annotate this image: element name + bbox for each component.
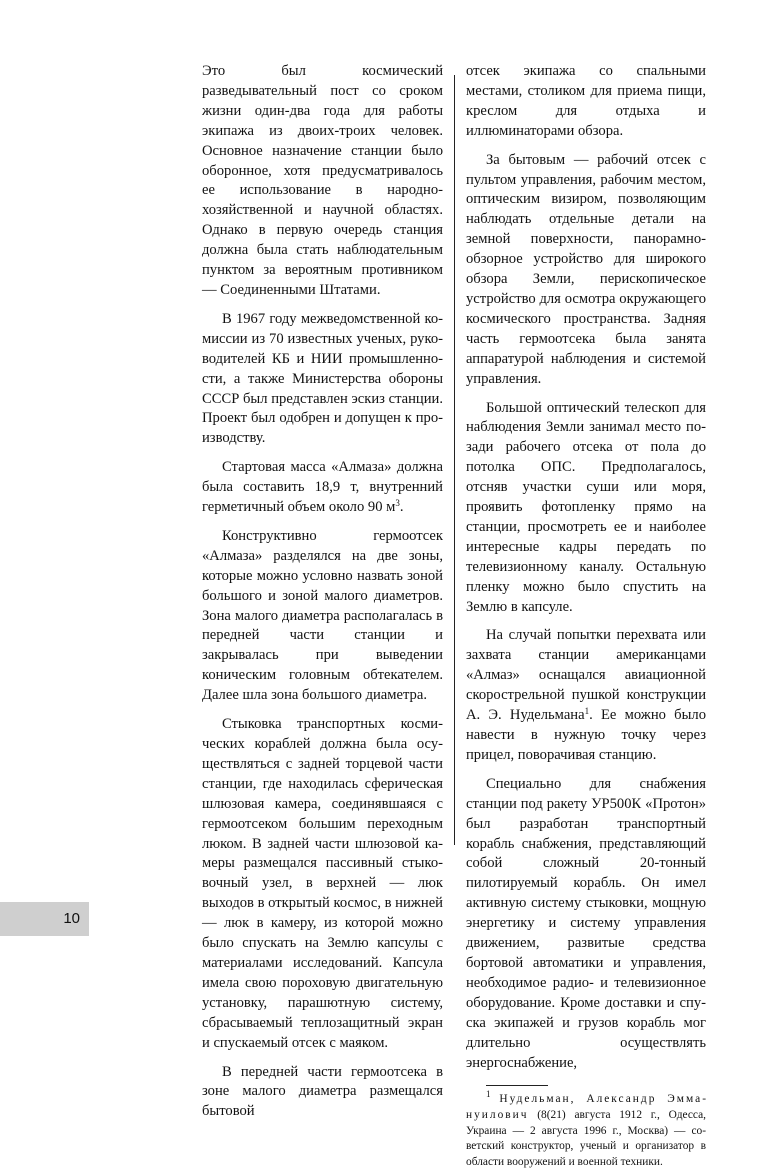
intercept-text-end: . Ее можно было навести в нужную точку через прицел, поворачивая станцию. <box>466 707 706 763</box>
intercept-text: На случай попытки перехвата или захвата станции американцами «Алмаз» оснащался авиационной скорострельной пушкой конструкции А. Э. Нудельмана <box>466 627 706 724</box>
paragraph: Большой оптический телескоп для наблюдения Земли занимал место позади рабочего отсека от пола до потолка ОПС. Предполагалось, отсняв участки суши или моря, проявить фотопленку прямо на станции, просмотреть ее и наиболее интересные кадры передать по телевизионному каналу. Остальную пленку можно было спустить на Землю в капсуле. <box>466 399 706 615</box>
left-text-column <box>202 62 443 1122</box>
page-number-tab <box>0 902 89 936</box>
paragraph-intercept <box>466 626 706 765</box>
column-divider <box>454 75 455 845</box>
paragraph: В 1967 году межведомственной комиссии из 70 известных ученых, руководителей КБ и НИИ промышленности, а также Министерства обороны СССР был представлен эскиз станции. Проект был одобрен и допущен к производству. <box>202 310 443 447</box>
footnote-person-name: Нудельман, Александр Эммануилович <box>466 1093 706 1121</box>
paragraph: Это был космический разведывательный пост со сроком жизни один-два года для работы экипажа из двоих-троих человек. Основное назначение станции было оборонное, хотя предусматривалось ее использование в народно-хозяйственной и научной областях. Однако в первую очередь станция должна была стать наблюдательным пунктом за вероятным противником — Соединенными Штатами. <box>202 63 443 298</box>
paragraph-station-mass <box>202 458 443 518</box>
mass-text: Стартовая масса «Алмаза» должна была составить 18,9 т, внутренний герметичный объем около 90 м <box>202 459 443 516</box>
cubic-superscript: 3 <box>395 498 400 509</box>
mass-text-end: . <box>399 499 404 516</box>
paragraph: Специально для снабжения станции под ракету УР500К «Протон» был разработан транспортный корабль снабжения, представляющий собой сложный 20-тонный пилотируемый корабль. Он имел активную систему стыковки, мощную энергетику и систему управления движением, развитые средства бортовой автоматики и управления, необходимое радио- и телевизионное оборудование. Кроме доставки и спуска экипажей и грузов корабль мог длительно осуществлять энергоснабжение, <box>466 775 706 1071</box>
page-number: 10 <box>63 910 80 927</box>
footnote-text: (8(21) августа 1912 г., Одесса, Украина — 2 августа 1996 г., Москва) — советский конструктор, ученый и организатор в области вооружений и военной техники. <box>466 1109 706 1168</box>
footnote-reference: 1 <box>584 706 590 717</box>
footnote-marker: 1 <box>486 1089 491 1100</box>
paragraph: Конструктивно гермоотсек «Алмаза» разделялся на две зоны, которые можно условно назвать зоной большого и зоной малого диаметров. Зона малого диаметра располагалась в передней части станции и закрывалась при выведении коническим головным обтекателем. Далее шла зона большого диаметра. <box>202 527 443 704</box>
footnote <box>466 1089 706 1170</box>
right-text-column <box>466 62 706 1170</box>
paragraph: Стыковка транспортных космических кораблей должна была осуществляться с задней торцевой части станции, где находилась сферическая шлюзовая камера, соединявшаяся с гермоотсеком большим переходным люком. В задней части шлюзовой камеры размещался пассивный стыковочный узел, в верхней — люк выходов в открытый космос, в нижней — люк в камеру, из которой можно было спускать на Землю капсулы с материалами исследований. Капсула имела свою пороховую двигательную установку, парашютную систему, сбрасываемый теплозащитный экран и спускаемый отсек с маяком. <box>202 716 443 1051</box>
paragraph: В передней части гермоотсека в зоне малого диаметра размещался бытовой <box>202 1063 443 1120</box>
paragraph: отсек экипажа со спальными местами, столиком для приема пищи, креслом для отдыха и иллюминаторами обзора. <box>466 63 706 139</box>
footnote-rule <box>486 1085 548 1086</box>
paragraph: За бытовым — рабочий отсек с пультом управления, рабочим местом, оптическим визиром, позволяющим наблюдать отдельные детали на земной поверхности, панорамно-обзорное устройство для широкого обзора Земли, перископическое устройство для осмотра окружающего космического пространства. Задняя часть гермоотсека была занята аппаратурой наблюдения и системой управления. <box>466 151 706 387</box>
